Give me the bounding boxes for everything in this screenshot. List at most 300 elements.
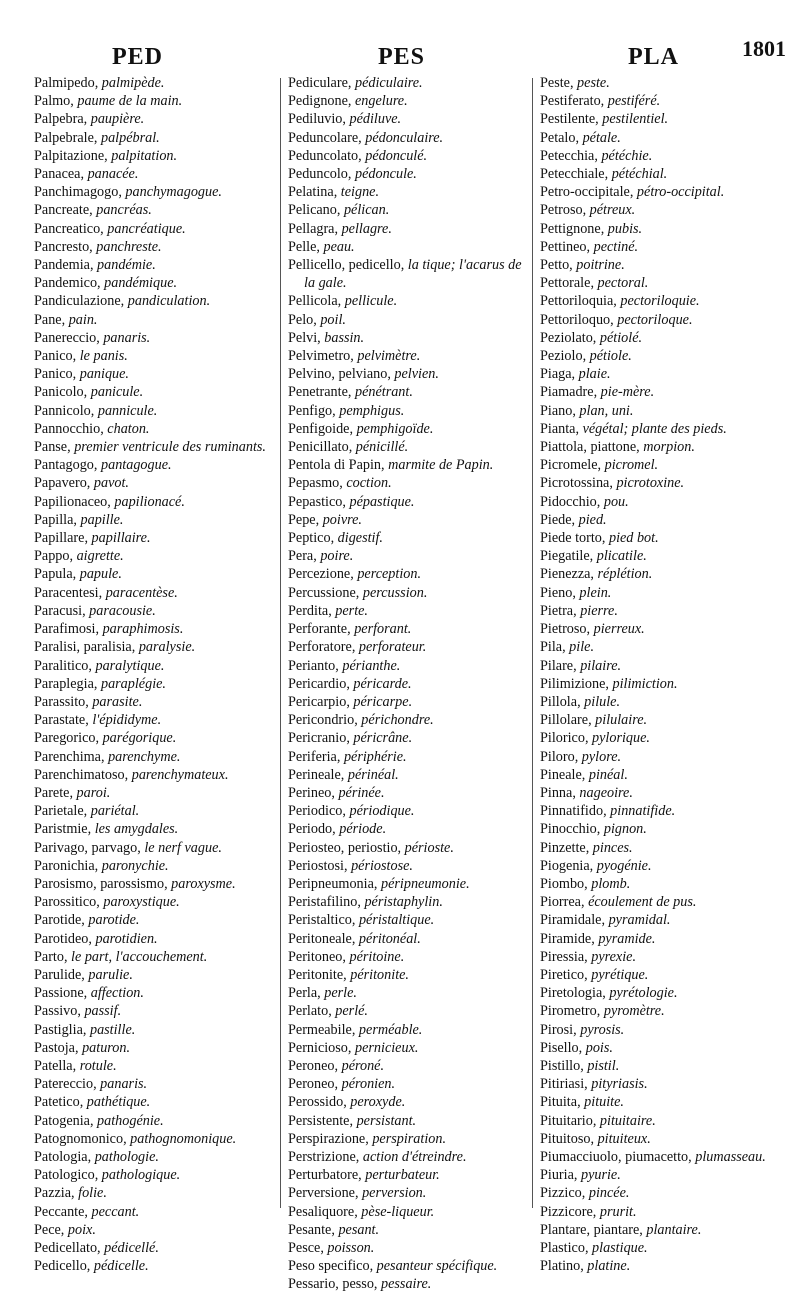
- entry-term: Piloro: [540, 748, 575, 765]
- dictionary-entry: Pessario, pesso, pessaire.: [288, 1276, 432, 1293]
- dictionary-entry: Peritonite, péritonite.: [288, 966, 409, 983]
- entry-term: Panicolo: [34, 384, 84, 401]
- dictionary-entry: Pancresto, panchreste.: [34, 238, 162, 255]
- dictionary-entry: Piattola, piattone, morpion.: [540, 439, 695, 456]
- entry-translation: périnéal.: [347, 766, 399, 783]
- dictionary-entry: Palmipedo, palmipède.: [34, 75, 165, 91]
- dictionary-entry: Perdita, perte.: [288, 602, 368, 619]
- entry-term: Periferia: [288, 748, 337, 765]
- entry-translation: perforateur.: [358, 639, 427, 656]
- dictionary-entry: Piaga, plaie.: [540, 366, 611, 383]
- entry-term: Pediluvio: [288, 111, 343, 128]
- entry-translation: périoste.: [404, 839, 454, 856]
- dictionary-entry: Piuria, pyurie.: [540, 1167, 621, 1184]
- entry-term: Perineo: [288, 784, 332, 801]
- dictionary-entry: Pettoriloquia, pectoriloquie.: [540, 293, 700, 310]
- entry-translation: pathétique.: [86, 1094, 151, 1111]
- entry-term: Perstrizione: [288, 1148, 356, 1165]
- dictionary-entry: Pancreatico, pancréatique.: [34, 220, 186, 237]
- dictionary-entry: Piumacciuolo, piumacetto, plumasseau.: [540, 1148, 766, 1165]
- dictionary-entry: Panchimagogo, panchymagogue.: [34, 184, 222, 201]
- dictionary-entry: Pidocchio, pou.: [540, 493, 629, 510]
- dictionary-entry: Patella, rotule.: [34, 1057, 117, 1074]
- entry-translation: engelure.: [355, 93, 408, 110]
- entry-translation: palpébral.: [100, 129, 160, 146]
- entry-translation: pandémie.: [97, 257, 156, 274]
- dictionary-entry: Pedicellato, pédicellé.: [34, 1240, 159, 1256]
- entry-translation: pectoral.: [597, 275, 649, 292]
- entry-translation: plan, uni.: [579, 402, 634, 419]
- entry-term: Petalo: [540, 129, 576, 146]
- entry-translation: péricrâne.: [353, 730, 413, 747]
- entry-translation: pandiculation.: [127, 293, 211, 310]
- dictionary-entry: Pazzia, folie.: [34, 1185, 107, 1202]
- entry-translation: pénicillé.: [355, 439, 409, 456]
- dictionary-entry: Plastico, plastique.: [540, 1240, 648, 1256]
- dictionary-entry: Pituitario, pituitaire.: [540, 1112, 656, 1129]
- entry-term: Paralisi, paralisia: [34, 639, 132, 656]
- dictionary-entry: Pelle, peau.: [288, 238, 355, 255]
- entry-translation: pois.: [585, 1039, 613, 1056]
- entry-translation: pituitaire.: [599, 1112, 656, 1129]
- dictionary-entry: Peste, peste.: [540, 75, 610, 91]
- entry-translation: pantagogue.: [101, 457, 172, 474]
- dictionary-entry: Piombo, plomb.: [540, 875, 631, 892]
- column-divider: [280, 78, 281, 1208]
- entry-translation: pathogénie.: [97, 1112, 164, 1129]
- entry-term: Pizzico: [540, 1185, 582, 1202]
- dictionary-entry: Peso specifico, pesanteur spécifique.: [288, 1258, 498, 1275]
- entry-translation: pédiluve.: [349, 111, 402, 128]
- entry-term: Penfigoide: [288, 420, 350, 437]
- entry-translation: papilionacé.: [114, 493, 185, 510]
- entry-term: Piano: [540, 402, 573, 419]
- dictionary-entry: Parosismo, parossismo, paroxysme.: [34, 875, 236, 892]
- entry-term: Paregorico: [34, 730, 96, 747]
- entry-term: Piede: [540, 511, 572, 528]
- entry-translation: péronien.: [341, 1076, 396, 1093]
- entry-term: Parossitico: [34, 894, 97, 911]
- entry-translation: péritoine.: [349, 948, 405, 965]
- entry-term: Peduncolare: [288, 129, 359, 146]
- entry-term: Pandiculazione: [34, 293, 121, 310]
- dictionary-entry: Palpebrale, palpébral.: [34, 129, 160, 146]
- entry-translation: pannicule.: [97, 402, 158, 419]
- dictionary-entry: Permeabile, perméable.: [288, 1021, 423, 1038]
- entry-translation: pétro-occipital.: [636, 184, 725, 201]
- entry-translation: pédicellé.: [104, 1240, 159, 1256]
- entry-translation: parégorique.: [102, 730, 177, 747]
- entry-translation: perversion.: [362, 1185, 427, 1202]
- dictionary-entry: Paraplegia, paraplégie.: [34, 675, 166, 692]
- dictionary-entry: Piramide, pyramide.: [540, 930, 656, 947]
- entry-translation: pou.: [603, 493, 629, 510]
- entry-term: Petecchia: [540, 147, 595, 164]
- entry-term: Pietra: [540, 602, 574, 619]
- entry-translation: peroxyde.: [350, 1094, 406, 1111]
- entry-translation: pituiteux.: [597, 1130, 651, 1147]
- entry-term: Perversione: [288, 1185, 355, 1202]
- entry-translation: pectiné.: [593, 238, 639, 255]
- entry-term: Parivago, parvago: [34, 839, 138, 856]
- dictionary-entry: Parossitico, paroxystique.: [34, 894, 180, 911]
- entry-term: Pelicano: [288, 202, 337, 219]
- entry-translation: aigrette.: [76, 548, 124, 565]
- entry-term: Pesce: [288, 1240, 321, 1256]
- dictionary-entry: Periodo, période.: [288, 821, 387, 838]
- dictionary-entry: Pantagogo, pantagogue.: [34, 457, 172, 474]
- entry-term: Pillola: [540, 693, 578, 710]
- dictionary-entry: Perineo, périnée.: [288, 784, 385, 801]
- entry-translation: paraplégie.: [100, 675, 166, 692]
- entry-term: Parulide: [34, 966, 82, 983]
- dictionary-entry: Pienezza, réplétion.: [540, 566, 653, 583]
- entry-translation: la tique; l'acarus de la gale.: [304, 257, 522, 292]
- entry-translation: paralysie.: [138, 639, 196, 656]
- entry-translation: pétreux.: [589, 202, 636, 219]
- entry-term: Perforante: [288, 621, 348, 638]
- entry-translation: paracentèse.: [105, 584, 178, 601]
- entry-translation: pédonculé.: [365, 147, 428, 164]
- entry-translation: périostose.: [351, 857, 413, 874]
- entry-translation: pied.: [578, 511, 607, 528]
- entry-translation: pesant.: [338, 1221, 380, 1238]
- dictionary-entry: Periostosi, périostose.: [288, 857, 413, 874]
- dictionary-entry: Pediluvio, pédiluve.: [288, 111, 402, 128]
- column-2: [288, 74, 530, 1294]
- dictionary-entry: Piede, pied.: [540, 511, 607, 528]
- dictionary-entry: Panse, premier ventricule des ruminants.: [34, 439, 266, 456]
- entry-translation: pilaire.: [580, 657, 622, 674]
- entry-translation: panicule.: [90, 384, 144, 401]
- dictionary-entry: Pastoja, paturon.: [34, 1039, 131, 1056]
- entry-term: Pedicello: [34, 1258, 87, 1275]
- entry-term: Palmo: [34, 93, 71, 110]
- header-center: PES: [378, 44, 426, 70]
- dictionary-entry: Pilare, pilaire.: [540, 657, 622, 674]
- entry-term: Parosismo, parossismo: [34, 875, 165, 892]
- page-number: 1801: [742, 36, 786, 61]
- dictionary-entry: Papillare, papillaire.: [34, 530, 151, 547]
- entry-translation: paroxysme.: [171, 875, 236, 892]
- dictionary-entry: Patologico, pathologique.: [34, 1167, 181, 1184]
- column-3: [540, 74, 790, 1275]
- entry-term: Pepe: [288, 511, 316, 528]
- entry-translation: pépastique.: [349, 493, 415, 510]
- dictionary-entry: Pianta, végétal; plante des pieds.: [540, 420, 727, 437]
- entry-translation: pèse-liqueur.: [361, 1203, 435, 1220]
- entry-translation: pavot.: [93, 475, 129, 492]
- entry-translation: perte.: [335, 602, 368, 619]
- entry-term: Peptico: [288, 530, 331, 547]
- entry-translation: pétiolé.: [599, 329, 643, 346]
- dictionary-entry: Pentola di Papin, marmite de Papin.: [288, 457, 494, 474]
- entry-term: Pandemico: [34, 275, 98, 292]
- dictionary-entry: Perstrizione, action d'étreindre.: [288, 1148, 467, 1165]
- dictionary-entry: Periosteo, periostio, périoste.: [288, 839, 454, 856]
- entry-translation: chaton.: [107, 420, 150, 437]
- entry-term: Panico: [34, 366, 73, 383]
- entry-translation: passif.: [84, 1003, 122, 1020]
- entry-term: Panico: [34, 348, 73, 365]
- entry-translation: parotide.: [88, 912, 140, 929]
- dictionary-entry: Peduncolo, pédoncule.: [288, 166, 417, 183]
- entry-translation: papule.: [79, 566, 122, 583]
- entry-translation: panaris.: [100, 1076, 148, 1093]
- entry-translation: plastique.: [592, 1240, 648, 1256]
- entry-translation: paturon.: [82, 1039, 131, 1056]
- entry-translation: platine.: [587, 1258, 631, 1275]
- entry-translation: bassin.: [324, 329, 365, 346]
- dictionary-entry: Patologia, pathologie.: [34, 1148, 159, 1165]
- dictionary-entry: Peristaltico, péristaltique.: [288, 912, 435, 929]
- dictionary-entry: Platino, platine.: [540, 1258, 631, 1275]
- dictionary-entry: Petto, poitrine.: [540, 257, 625, 274]
- entry-translation: paralytique.: [95, 657, 165, 674]
- dictionary-entry: Pera, poire.: [288, 548, 354, 565]
- entry-translation: poire.: [320, 548, 354, 565]
- entry-term: Pettorale: [540, 275, 591, 292]
- entry-term: Piretico: [540, 966, 585, 983]
- dictionary-entry: Parotide, parotide.: [34, 912, 140, 929]
- entry-translation: pyogénie.: [596, 857, 652, 874]
- dictionary-entry: Pepe, poivre.: [288, 511, 362, 528]
- dictionary-entry: Paralisi, paralisia, paralysie.: [34, 639, 196, 656]
- dictionary-entry: Pericardio, péricarde.: [288, 675, 412, 692]
- entry-term: Piaga: [540, 366, 572, 383]
- dictionary-entry: Piegatile, plicatile.: [540, 548, 647, 565]
- dictionary-entry: Parenchimatoso, parenchymateux.: [34, 766, 229, 783]
- entry-term: Parassito: [34, 693, 86, 710]
- entry-term: Perineale: [288, 766, 341, 783]
- entry-term: Pelvimetro: [288, 348, 351, 365]
- entry-term: Pieno: [540, 584, 573, 601]
- entry-term: Pettoriloquo: [540, 311, 611, 328]
- entry-term: Pedignone: [288, 93, 348, 110]
- dictionary-entry: Perspirazione, perspiration.: [288, 1130, 447, 1147]
- entry-term: Parenchima: [34, 748, 101, 765]
- dictionary-entry: Pelatina, teigne.: [288, 184, 380, 201]
- entry-term: Pelatina: [288, 184, 334, 201]
- entry-term: Pizzicore: [540, 1203, 593, 1220]
- dictionary-entry: Piano, plan, uni.: [540, 402, 634, 419]
- dictionary-entry: Piamadre, pie-mère.: [540, 384, 655, 401]
- dictionary-entry: Piramidale, pyramidal.: [540, 912, 671, 929]
- entry-term: Peripneumonia: [288, 875, 374, 892]
- entry-term: Peroneo: [288, 1076, 335, 1093]
- dictionary-entry: Picromele, picromel.: [540, 457, 659, 474]
- dictionary-entry: Pepastico, pépastique.: [288, 493, 415, 510]
- entry-term: Perla: [288, 985, 318, 1002]
- dictionary-entry: Perturbatore, perturbateur.: [288, 1167, 440, 1184]
- dictionary-entry: Pitiriasi, pityriasis.: [540, 1076, 648, 1093]
- dictionary-entry: Perlato, perlé.: [288, 1003, 368, 1020]
- entry-translation: pistil.: [587, 1057, 620, 1074]
- entry-term: Pituitoso: [540, 1130, 591, 1147]
- entry-translation: pathologique.: [101, 1167, 181, 1184]
- entry-translation: paupière.: [90, 111, 145, 128]
- entry-term: Peristafilino: [288, 894, 358, 911]
- entry-translation: premier ventricule des ruminants.: [74, 439, 266, 456]
- entry-translation: pectoriloque.: [617, 311, 693, 328]
- entry-term: Pinocchio: [540, 821, 597, 838]
- entry-term: Patologico: [34, 1167, 95, 1184]
- entry-translation: végétal; plante des pieds.: [582, 420, 727, 437]
- entry-term: Parafimosi: [34, 621, 96, 638]
- entry-translation: péritonite.: [350, 966, 409, 983]
- dictionary-entry: Parete, paroi.: [34, 784, 111, 801]
- entry-term: Parenchimatoso: [34, 766, 125, 783]
- entry-translation: périphérie.: [343, 748, 407, 765]
- dictionary-entry: Palpebra, paupière.: [34, 111, 145, 128]
- entry-translation: pétéchie.: [601, 147, 653, 164]
- entry-translation: pyramidal.: [608, 912, 671, 929]
- entry-translation: palmipède.: [101, 75, 165, 91]
- entry-translation: perception.: [357, 566, 422, 583]
- entry-translation: pathologie.: [94, 1148, 159, 1165]
- entry-term: Patognomonico: [34, 1130, 124, 1147]
- entry-term: Pericondrio: [288, 712, 355, 729]
- dictionary-entry: Pila, pile.: [540, 639, 594, 656]
- dictionary-entry: Pistillo, pistil.: [540, 1057, 620, 1074]
- entry-term: Pastiglia: [34, 1021, 83, 1038]
- dictionary-entry: Peripneumonia, péripneumonie.: [288, 875, 470, 892]
- dictionary-entry: Panereccio, panaris.: [34, 329, 151, 346]
- entry-translation: teigne.: [340, 184, 380, 201]
- entry-translation: pityriasis.: [591, 1076, 648, 1093]
- entry-term: Palpebra: [34, 111, 84, 128]
- dictionary-entry: Peziolo, pétiole.: [540, 348, 632, 365]
- entry-translation: écoulement de pus.: [588, 894, 697, 911]
- entry-term: Periodo: [288, 821, 333, 838]
- dictionary-entry: Patereccio, panaris.: [34, 1076, 148, 1093]
- entry-term: Pettignone: [540, 220, 601, 237]
- entry-translation: péroné.: [341, 1057, 385, 1074]
- entry-term: Pandemia: [34, 257, 90, 274]
- entry-term: Pedicellato: [34, 1240, 98, 1256]
- entry-term: Periosteo, periostio: [288, 839, 398, 856]
- dictionary-entry: Parafimosi, paraphimosis.: [34, 621, 184, 638]
- header-right: PLA: [628, 44, 679, 70]
- dictionary-entry: Percussione, percussion.: [288, 584, 428, 601]
- dictionary-entry: Plantare, piantare, plantaire.: [540, 1221, 702, 1238]
- entry-term: Pelle: [288, 238, 317, 255]
- entry-term: Pastoja: [34, 1039, 75, 1056]
- entry-translation: pignon.: [603, 821, 647, 838]
- entry-term: Parotide: [34, 912, 82, 929]
- entry-translation: pandémique.: [104, 275, 178, 292]
- dictionary-entry: Peduncolato, pédonculé.: [288, 147, 428, 164]
- entry-term: Pappo: [34, 548, 70, 565]
- entry-translation: poix.: [67, 1221, 96, 1238]
- dictionary-entry: Penetrante, pénétrant.: [288, 384, 413, 401]
- entry-term: Piuria: [540, 1167, 574, 1184]
- dictionary-entry: Pillola, pilule.: [540, 693, 621, 710]
- entry-translation: paracousie.: [89, 602, 156, 619]
- entry-term: Pellagra: [288, 220, 335, 237]
- dictionary-entry: Panacea, panacée.: [34, 166, 139, 183]
- entry-term: Petroso: [540, 202, 583, 219]
- entry-term: Peritonite: [288, 966, 344, 983]
- dictionary-entry: Pesaliquore, pèse-liqueur.: [288, 1203, 435, 1220]
- entry-term: Peritoneale: [288, 930, 352, 947]
- entry-term: Perspirazione: [288, 1130, 366, 1147]
- dictionary-entry: Pesce, poisson.: [288, 1240, 375, 1256]
- entry-translation: pellicule.: [344, 293, 398, 310]
- dictionary-entry: Pisello, pois.: [540, 1039, 613, 1056]
- entry-translation: prurit.: [599, 1203, 637, 1220]
- dictionary-entry: Pelvino, pelviano, pelvien.: [288, 366, 439, 383]
- entry-translation: pyrétique.: [591, 966, 649, 983]
- entry-term: Penicillato: [288, 439, 349, 456]
- entry-term: Pannicolo: [34, 402, 91, 419]
- entry-translation: picromel.: [604, 457, 659, 474]
- entry-translation: péricarde.: [353, 675, 412, 692]
- entry-translation: poisson.: [327, 1240, 375, 1256]
- entry-term: Palpitazione: [34, 147, 105, 164]
- entry-term: Parietale: [34, 803, 84, 820]
- entry-translation: coction.: [346, 475, 392, 492]
- entry-translation: poil.: [320, 311, 346, 328]
- entry-term: Panacea: [34, 166, 81, 183]
- entry-translation: pelvimètre.: [357, 348, 421, 365]
- entry-translation: l'épididyme.: [92, 712, 162, 729]
- entry-translation: pernicieux.: [355, 1039, 419, 1056]
- entry-translation: pathognomonique.: [130, 1130, 237, 1147]
- dictionary-entry: Paracentesi, paracentèse.: [34, 584, 178, 601]
- entry-term: Pancresto: [34, 238, 90, 255]
- entry-translation: nageoire.: [579, 784, 633, 801]
- entry-term: Penetrante: [288, 384, 348, 401]
- entry-translation: périanthe.: [342, 657, 401, 674]
- entry-term: Patologia: [34, 1148, 88, 1165]
- dictionary-entry: Pietroso, pierreux.: [540, 621, 645, 638]
- dictionary-entry: Pellicello, pedicello, la tique; l'acarus de la gale.: [288, 257, 522, 292]
- entry-term: Pelo: [288, 311, 314, 328]
- entry-translation: pemphigus.: [339, 402, 405, 419]
- entry-translation: pyurie.: [580, 1167, 621, 1184]
- dictionary-entry: Papilla, papille.: [34, 511, 124, 528]
- entry-translation: pilule.: [584, 693, 621, 710]
- entry-term: Petto: [540, 257, 570, 274]
- entry-term: Panse: [34, 439, 68, 456]
- dictionary-entry: Pestiferato, pestiféré.: [540, 93, 661, 110]
- entry-term: Pernicioso: [288, 1039, 348, 1056]
- entry-term: Paralitico: [34, 657, 89, 674]
- entry-term: Plastico: [540, 1240, 585, 1256]
- entry-term: Pepasmo: [288, 475, 340, 492]
- entry-translation: plomb.: [591, 875, 631, 892]
- dictionary-entry: Parenchima, parenchyme.: [34, 748, 181, 765]
- entry-translation: paraphimosis.: [102, 621, 184, 638]
- dictionary-entry: Perforante, perforant.: [288, 621, 412, 638]
- entry-term: Pianta: [540, 420, 576, 437]
- entry-term: Periodico: [288, 803, 343, 820]
- entry-translation: pesanteur spécifique.: [376, 1258, 498, 1275]
- entry-translation: pyromètre.: [603, 1003, 665, 1020]
- entry-term: Pietroso: [540, 621, 587, 638]
- column-divider: [532, 78, 533, 1208]
- dictionary-entry: Perversione, perversion.: [288, 1185, 427, 1202]
- entry-translation: pyrosis.: [580, 1021, 625, 1038]
- entry-term: Pantagogo: [34, 457, 94, 474]
- dictionary-entry: Paracusi, paracousie.: [34, 602, 156, 619]
- entry-translation: réplétion.: [597, 566, 653, 583]
- dictionary-entry: Peccante, peccant.: [34, 1203, 140, 1220]
- entry-term: Pera: [288, 548, 314, 565]
- dictionary-entry: Pelicano, pélican.: [288, 202, 390, 219]
- dictionary-entry: Passione, affection.: [34, 985, 144, 1002]
